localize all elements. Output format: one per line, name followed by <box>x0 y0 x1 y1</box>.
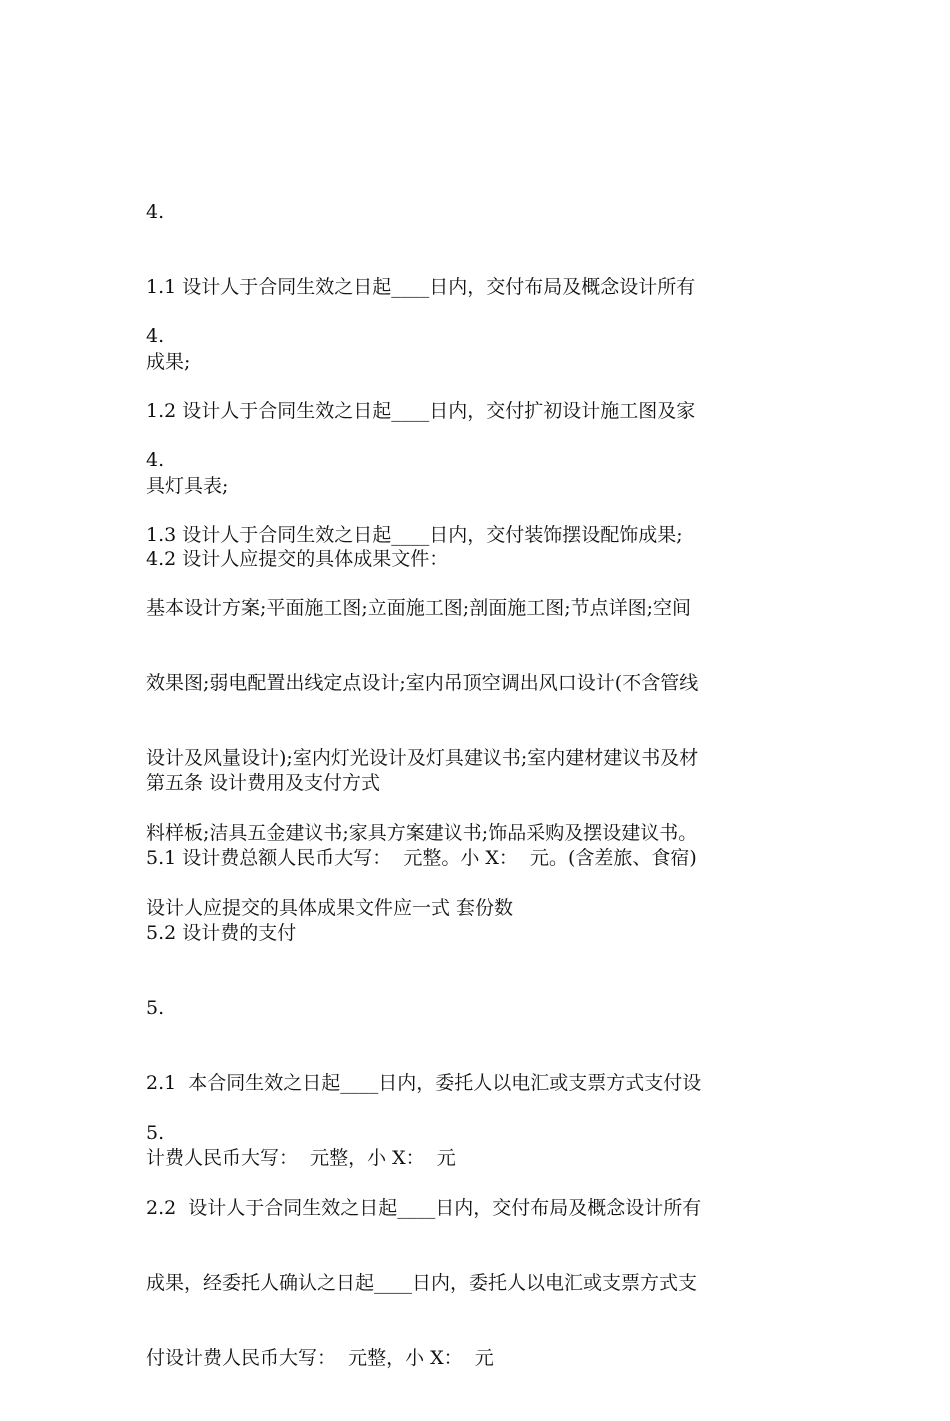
paragraph-line: 设计及风量设计);室内灯光设计及灯具建议书;室内建材建议书及材 <box>146 747 699 769</box>
paragraph-line: 料样板;洁具五金建议书;家具方案建议书;饰品采购及摆设建议书。 <box>146 822 698 844</box>
clause-line: 4.2 设计人应提交的具体成果文件： <box>146 548 449 570</box>
clause-line: 计费人民币大写： 元整，小 X： 元 <box>146 1147 456 1169</box>
clause-line: 1.1 设计人于合同生效之日起____日内，交付布局及概念设计所有 <box>146 276 696 298</box>
clause-line: 具灯具表; <box>146 475 229 497</box>
clause-line: 5.2 设计费的支付 <box>146 922 297 944</box>
clause-line: 1.2 设计人于合同生效之日起____日内，交付扩初设计施工图及家 <box>146 400 696 422</box>
clause-line: 4. <box>146 449 165 471</box>
clause-line: 5. <box>146 997 165 1019</box>
clause-line: 成果; <box>146 351 191 373</box>
clause-line: 4. <box>146 201 165 223</box>
paragraph-line: 基本设计方案;平面施工图;立面施工图;剖面施工图;节点详图;空间 <box>146 597 692 619</box>
clause-line: 2.2 设计人于合同生效之日起____日内，交付布局及概念设计所有 <box>146 1197 702 1219</box>
clause-line: 5.1 设计费总额人民币大写： 元整。小 X： 元。(含差旅、食宿) <box>146 847 697 869</box>
clause-5-2-2 <box>146 1071 816 1421</box>
clause-line: 5. <box>146 1122 165 1144</box>
paragraph-line: 设计人应提交的具体成果文件应一式 套份数 <box>146 897 514 919</box>
clause-line: 成果，经委托人确认之日起____日内，委托人以电汇或支票方式支 <box>146 1272 698 1294</box>
section-heading: 第五条 设计费用及支付方式 <box>146 772 381 794</box>
clause-line: 4. <box>146 325 165 347</box>
clause-line: 付设计费人民币大写： 元整，小 X： 元 <box>146 1347 494 1369</box>
document-page <box>146 0 816 1369</box>
paragraph-line: 效果图;弱电配置出线定点设计;室内吊顶空调出风口设计(不含管线 <box>146 672 699 694</box>
clause-line: 2.1 本合同生效之日起____日内，委托人以电汇或支票方式支付设 <box>146 1072 702 1094</box>
clause-line: 1.3 设计人于合同生效之日起____日内，交付装饰摆设配饰成果; <box>146 524 683 546</box>
